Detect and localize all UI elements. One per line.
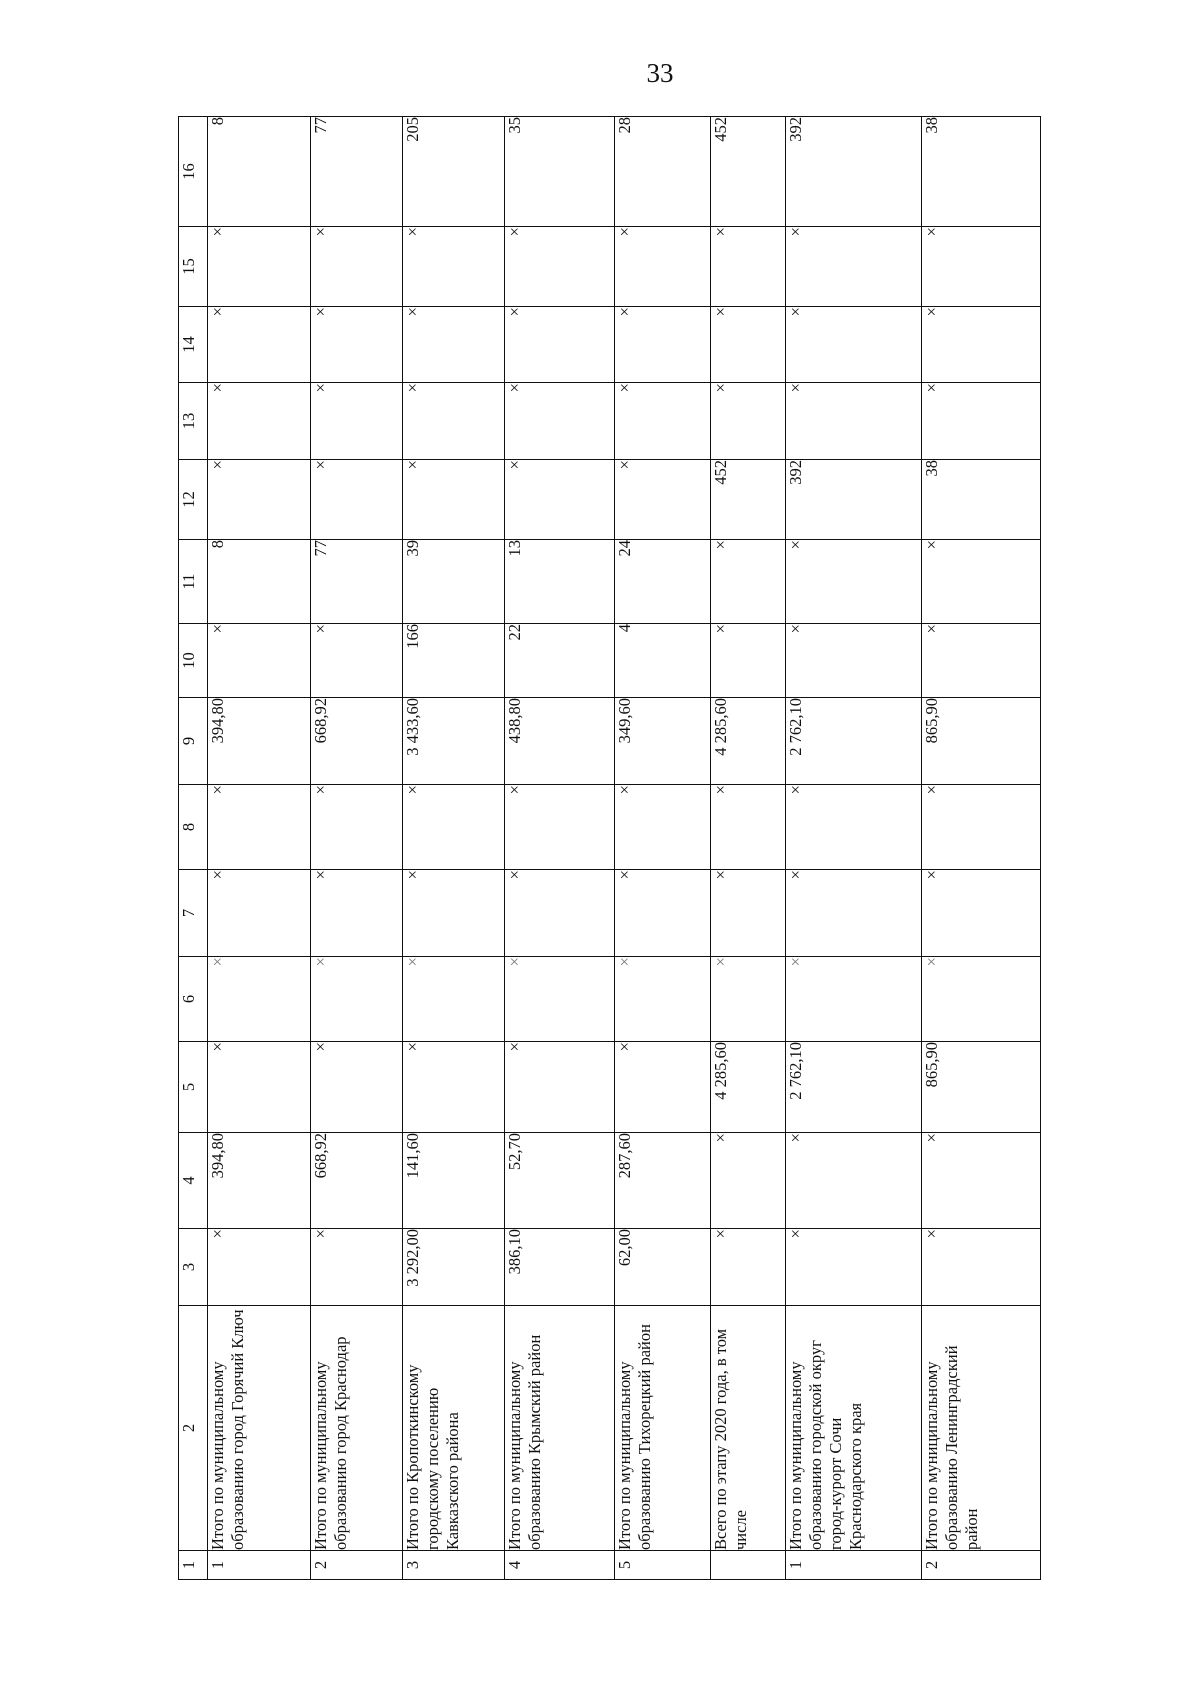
row-number: 1 [208, 1551, 311, 1580]
cell-col7: × [615, 870, 711, 957]
cell-col6: × [615, 957, 711, 1042]
row-name: Итого по муниципальному образованию Крымский район [504, 1306, 614, 1551]
cell-col10: 22 [504, 624, 614, 698]
cell-col7: × [710, 870, 785, 957]
cell-col4: × [710, 1133, 785, 1229]
cell-col13: × [311, 383, 402, 460]
cell-col3: × [311, 1229, 402, 1306]
cell-col3: × [922, 1229, 1041, 1306]
cell-col9: 2 762,10 [785, 698, 922, 785]
row-name: Итого по муниципальному образованию Ленинградский район [922, 1306, 1041, 1551]
cell-col8: × [710, 785, 785, 870]
cell-col7: × [311, 870, 402, 957]
cell-col12: × [208, 460, 311, 540]
colnum-7: 7 [179, 870, 208, 957]
cell-col15: × [615, 227, 711, 307]
cell-col5: × [402, 1042, 504, 1133]
cell-col9: 394,80 [208, 698, 311, 785]
cell-col5: 865,90 [922, 1042, 1041, 1133]
cell-col11: × [785, 540, 922, 624]
cell-col3: × [208, 1229, 311, 1306]
cell-col5: 4 285,60 [710, 1042, 785, 1133]
cell-col5: × [504, 1042, 614, 1133]
cell-col7: × [402, 870, 504, 957]
row-number: 3 [402, 1551, 504, 1580]
row-number: 2 [311, 1551, 402, 1580]
cell-col16: 77 [311, 117, 402, 227]
cell-col12: × [615, 460, 711, 540]
cell-col10: 166 [402, 624, 504, 698]
table-row [615, 117, 711, 1580]
cell-col6: × [504, 957, 614, 1042]
cell-col14: × [922, 307, 1041, 383]
cell-col13: × [402, 383, 504, 460]
colnum-6: 6 [179, 957, 208, 1042]
cell-col4: 668,92 [311, 1133, 402, 1229]
cell-col13: × [504, 383, 614, 460]
cell-col3: 62,00 [615, 1229, 711, 1306]
cell-col15: × [208, 227, 311, 307]
cell-col6: × [710, 957, 785, 1042]
cell-col16: 452 [710, 117, 785, 227]
cell-col16: 205 [402, 117, 504, 227]
cell-col8: × [402, 785, 504, 870]
colnum-8: 8 [179, 785, 208, 870]
cell-col11: × [710, 540, 785, 624]
cell-col11: 8 [208, 540, 311, 624]
cell-col14: × [710, 307, 785, 383]
cell-col10: 4 [615, 624, 711, 698]
table-row [208, 117, 311, 1580]
rotated-table-wrapper [178, 117, 1041, 1580]
colnum-9: 9 [179, 698, 208, 785]
table-row [785, 117, 922, 1580]
cell-col12: × [504, 460, 614, 540]
cell-col8: × [208, 785, 311, 870]
cell-col4: 287,60 [615, 1133, 711, 1229]
cell-col3: 386,10 [504, 1229, 614, 1306]
row-number [710, 1551, 785, 1580]
cell-col11: 39 [402, 540, 504, 624]
cell-col4: × [785, 1133, 922, 1229]
cell-col6: × [785, 957, 922, 1042]
cell-col5: 2 762,10 [785, 1042, 922, 1133]
table-row [922, 117, 1041, 1580]
colnum-4: 4 [179, 1133, 208, 1229]
cell-col12: 452 [710, 460, 785, 540]
cell-col4: 141,60 [402, 1133, 504, 1229]
cell-col8: × [311, 785, 402, 870]
cell-col15: × [922, 227, 1041, 307]
cell-col14: × [208, 307, 311, 383]
colnum-16: 16 [179, 117, 208, 227]
cell-col13: × [922, 383, 1041, 460]
row-name: Итого по муниципальному образованию город Краснодар [311, 1306, 402, 1551]
colnum-13: 13 [179, 383, 208, 460]
cell-col3: × [785, 1229, 922, 1306]
cell-col12: 38 [922, 460, 1041, 540]
cell-col9: 438,80 [504, 698, 614, 785]
cell-col10: × [785, 624, 922, 698]
cell-col13: × [785, 383, 922, 460]
cell-col9: 349,60 [615, 698, 711, 785]
cell-col14: × [402, 307, 504, 383]
cell-col14: × [504, 307, 614, 383]
table-row [710, 117, 785, 1580]
row-number: 4 [504, 1551, 614, 1580]
colnum-12: 12 [179, 460, 208, 540]
cell-col10: × [710, 624, 785, 698]
cell-col16: 28 [615, 117, 711, 227]
cell-col16: 8 [208, 117, 311, 227]
cell-col15: × [710, 227, 785, 307]
cell-col3: 3 292,00 [402, 1229, 504, 1306]
cell-col12: 392 [785, 460, 922, 540]
cell-col13: × [710, 383, 785, 460]
row-name: Итого по муниципальному образованию Тихорецкий район [615, 1306, 711, 1551]
colnum-14: 14 [179, 307, 208, 383]
cell-col16: 35 [504, 117, 614, 227]
data-table [178, 116, 1041, 1580]
column-number-row [179, 117, 208, 1580]
cell-col14: × [615, 307, 711, 383]
cell-col9: 865,90 [922, 698, 1041, 785]
cell-col7: × [504, 870, 614, 957]
cell-col8: × [785, 785, 922, 870]
colnum-15: 15 [179, 227, 208, 307]
row-number: 2 [922, 1551, 1041, 1580]
cell-col15: × [785, 227, 922, 307]
colnum-11: 11 [179, 540, 208, 624]
row-name: Итого по Кропоткинскому городскому поселению Кавказского района [402, 1306, 504, 1551]
cell-col14: × [785, 307, 922, 383]
colnum-10: 10 [179, 624, 208, 698]
cell-col11: 77 [311, 540, 402, 624]
cell-col6: × [922, 957, 1041, 1042]
cell-col7: × [208, 870, 311, 957]
row-number: 1 [785, 1551, 922, 1580]
cell-col10: × [922, 624, 1041, 698]
table-row [402, 117, 504, 1580]
table-row [311, 117, 402, 1580]
cell-col12: × [311, 460, 402, 540]
cell-col15: × [402, 227, 504, 307]
cell-col7: × [785, 870, 922, 957]
cell-col9: 4 285,60 [710, 698, 785, 785]
cell-col13: × [615, 383, 711, 460]
cell-col9: 3 433,60 [402, 698, 504, 785]
cell-col7: × [922, 870, 1041, 957]
cell-col5: × [311, 1042, 402, 1133]
cell-col15: × [504, 227, 614, 307]
cell-col11: 24 [615, 540, 711, 624]
cell-col10: × [311, 624, 402, 698]
cell-col6: × [402, 957, 504, 1042]
colnum-1: 1 [179, 1551, 208, 1580]
cell-col11: 13 [504, 540, 614, 624]
cell-col12: × [402, 460, 504, 540]
cell-col11: × [922, 540, 1041, 624]
cell-col13: × [208, 383, 311, 460]
cell-col4: × [922, 1133, 1041, 1229]
cell-col15: × [311, 227, 402, 307]
cell-col16: 392 [785, 117, 922, 227]
row-name: Всего по этапу 2020 года, в том числе [710, 1306, 785, 1551]
colnum-5: 5 [179, 1042, 208, 1133]
cell-col8: × [615, 785, 711, 870]
cell-col5: × [615, 1042, 711, 1133]
cell-col3: × [710, 1229, 785, 1306]
cell-col6: × [311, 957, 402, 1042]
page-number: 33 [646, 58, 674, 88]
row-number: 5 [615, 1551, 711, 1580]
cell-col5: × [208, 1042, 311, 1133]
cell-col6: × [208, 957, 311, 1042]
cell-col4: 394,80 [208, 1133, 311, 1229]
row-name: Итого по муниципальному образованию городской округ город-курорт Сочи Краснодарского края [785, 1306, 922, 1551]
cell-col4: 52,70 [504, 1133, 614, 1229]
cell-col14: × [311, 307, 402, 383]
cell-col8: × [504, 785, 614, 870]
colnum-2: 2 [179, 1306, 208, 1551]
row-name: Итого по муниципальному образованию город Горячий Ключ [208, 1306, 311, 1551]
table-row [504, 117, 614, 1580]
colnum-3: 3 [179, 1229, 208, 1306]
cell-col10: × [208, 624, 311, 698]
cell-col16: 38 [922, 117, 1041, 227]
cell-col9: 668,92 [311, 698, 402, 785]
cell-col8: × [922, 785, 1041, 870]
